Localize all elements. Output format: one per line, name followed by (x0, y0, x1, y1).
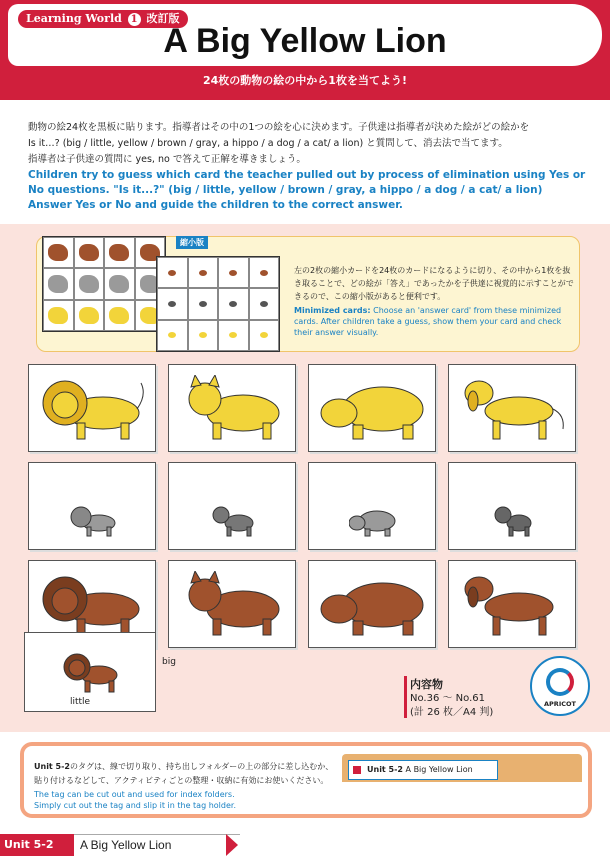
intro-english: Children try to guess which card the teacher pulled out by process of elimination using Yes or No questions. "Is it...?" (big / little, yellow / brown / gray, a hippo / a dog / a cat/ a lion) Answer Yes or No and guide the children to the correct answer. (28, 169, 586, 211)
minimized-sheet-1 (42, 236, 166, 332)
mini-card (74, 237, 105, 268)
dog-icon (457, 375, 567, 441)
contents-info (410, 676, 493, 720)
mini-card (188, 257, 219, 288)
minimized-sheet-2 (156, 256, 280, 352)
mini-card (249, 288, 280, 319)
lion-icon (37, 571, 147, 637)
mini-card (218, 288, 249, 319)
unit-tag-inline: Unit 5-2 (34, 762, 70, 771)
mini-card (218, 257, 249, 288)
card-yellow-dog (448, 364, 576, 452)
unit-tag-en-line-1: The tag can be cut out and used for index folders. (34, 790, 235, 799)
lion-icon (69, 503, 117, 537)
cat-icon (177, 375, 287, 441)
mini-card (43, 237, 74, 268)
card-yellow-hippo (308, 364, 436, 452)
footer-unit: Unit 5-2 (0, 834, 74, 856)
label-big: big (162, 657, 176, 667)
series-name: Learning World (26, 12, 122, 25)
mini-card (188, 288, 219, 319)
folder-index-tab (348, 760, 498, 780)
mini-card (249, 257, 280, 288)
mini-card (104, 300, 135, 331)
page-subtitle: 24枚の動物の絵の中から1枚を当てよう! (203, 74, 407, 87)
mini-card (104, 237, 135, 268)
mini-card (104, 268, 135, 299)
mini-card (157, 257, 188, 288)
unit-tag-jp-rest: のタグは、線で切り取り、持ち出しフォルダーの上の部分に差し込むか、 (70, 762, 334, 771)
dog-icon (457, 571, 567, 637)
logo-ring-icon (546, 668, 574, 696)
contents-heading: 内容物 (410, 678, 443, 691)
intro-jp-line-3: 指導者は子供達の質問に yes, no で答えて正解を導きましょう。 (28, 154, 306, 165)
cat-icon (489, 503, 537, 537)
page-title: A Big Yellow Lion (163, 22, 447, 60)
hippo-icon (317, 571, 427, 637)
mini-card (157, 320, 188, 351)
intro-japanese (28, 120, 588, 168)
contents-accent-bar (404, 676, 407, 718)
footer-title: A Big Yellow Lion (80, 838, 172, 852)
card-brown-cat (168, 560, 296, 648)
mini-card (157, 288, 188, 319)
card-gray-cat-small (168, 462, 296, 550)
mini-card (249, 320, 280, 351)
series-number: 1 (128, 13, 141, 26)
footer-arrow-icon (226, 834, 238, 856)
hippo-icon (349, 503, 397, 537)
minimized-label: 縮小版 (176, 236, 208, 249)
minimized-text-jp: 左の2枚の縮小カードを24枚のカードになるように切り、その中から1枚を抜き取ることで、どの絵が「答え」であったかを子供達に視覚的に示すことができるので、この縮小版があると便利です。 (294, 266, 574, 301)
label-little: little (70, 697, 91, 707)
card-gray-cat-small-2 (448, 462, 576, 550)
mini-card (188, 320, 219, 351)
unit-tag-jp-line-2: 貼り付けるなどして、アクティビティごとの整理・収納に有効にお使いください。 (34, 776, 329, 785)
card-yellow-lion (28, 364, 156, 452)
card-gray-hippo-small (308, 462, 436, 550)
card-gray-lion-small (28, 462, 156, 550)
card-yellow-cat (168, 364, 296, 452)
contents-count: (計 26 枚／A4 判) (410, 707, 494, 718)
unit-tag-en-line-2: Simply cut out the tag and slip it in the tag holder. (34, 801, 236, 810)
intro-jp-line-2: Is it…? (big / little, yellow / brown / gray, a hippo / a dog / a cat/ a lion) と質問して、消去法で当てます。 (28, 138, 508, 149)
mini-card (74, 268, 105, 299)
mini-card (43, 300, 74, 331)
folder-tab-unit: Unit 5-2 (367, 765, 403, 774)
mini-card (218, 320, 249, 351)
tab-mark-icon (353, 766, 361, 774)
card-brown-dog (448, 560, 576, 648)
minimized-en-heading: Minimized cards: (294, 306, 371, 315)
cat-icon (177, 571, 287, 637)
apricot-logo (530, 656, 590, 716)
unit-tag-en (34, 789, 334, 811)
folder-tab-title: A Big Yellow Lion (405, 765, 473, 774)
mini-card (43, 268, 74, 299)
lion-icon (61, 649, 121, 693)
lion-icon (37, 375, 147, 441)
minimized-text-en (294, 305, 574, 338)
unit-tag-jp (34, 760, 334, 788)
minimized-en-body: Choose an 'answer card' from these minimized cards. After children take a guess, show them your card and check their answer visually. (294, 306, 562, 337)
cat-icon (209, 503, 257, 537)
intro-jp-line-1: 動物の絵24枚を黒板に貼ります。指導者はその中の1つの絵を心に決めます。子供達は指導者が決めた絵がどの絵かを (28, 122, 530, 133)
series-suffix: 改訂版 (146, 12, 180, 25)
contents-range: No.36 ～ No.61 (410, 693, 486, 704)
mini-card (74, 300, 105, 331)
card-brown-hippo (308, 560, 436, 648)
hippo-icon (317, 375, 427, 441)
logo-text: APRICOT (544, 700, 576, 708)
